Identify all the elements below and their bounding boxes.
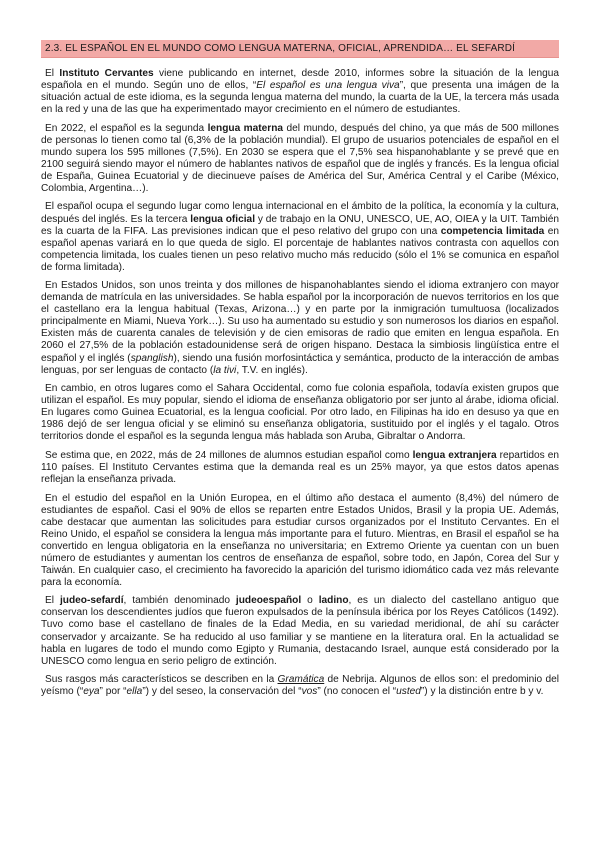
- text-run: Se estima que, en 2022, más de 24 millones de alumnos estudian español como: [45, 449, 413, 461]
- italic-term: eya: [83, 686, 100, 698]
- italic-term: ella: [126, 686, 143, 698]
- text-run: ), siendo una fusión morfosintáctica y semántica, producto de la interacción de ambas lenguas, por ser lenguas de contacto (: [41, 352, 559, 376]
- text-run: , T.V. en inglés).: [236, 364, 308, 376]
- paragraph-2: [41, 123, 559, 195]
- italic-term: vos: [301, 686, 318, 698]
- text-run: , es un dialecto del castellano antiguo que conservan los descendientes judíos que fueron expulsados de la península ibérica por los Reyes Católicos (1492). Tuvo como base el castellano de finales de la Edad Media, en su variedad meridional, de ahí su carácter conservador y arcaizante. Se ha reducido al uso familiar y se mantiene en la literatura oral. En la actualidad se habla en lugares de todo el mundo como Egipto y Rumania, destacando Israel, aunque está considerado por la UNESCO como lengua en serio peligro de extinción.: [41, 595, 559, 667]
- bold-term: Instituto Cervantes: [59, 68, 154, 79]
- paragraph-1: [41, 68, 559, 116]
- document-body: [41, 68, 559, 698]
- paragraph-8: [41, 595, 559, 667]
- paragraph-5: [41, 383, 559, 443]
- paragraph-4: [41, 280, 559, 376]
- text-run: En el estudio del español en la Unión Europea, en el último año destaca el aumento (8,4%) del número de estudiantes de español. Casi el 90% de ellos se reparten entre Estados Unidos, Brasil y la propia UE. Además, cabe destacar que aumentan las solicitudes para estudiar cursos organizados por el Instituto Cervantes. En el Reino Unido, el español se considera la lengua más importante para el futuro. Mientras, en Brasil el español se ha convertido en lengua obligatoria en la enseñanza no universitaria; en Extremo Oriente ya cuentan con un buen número de estudiantes y aumentan los centros de enseñanza de español, sobre todo, en Japón, Corea del Sur y Taiwán. En cualquier caso, el crecimiento ha favorecido la aparición del turismo idiomático cada vez más relevante para la economía.: [41, 492, 559, 588]
- italic-term: usted: [396, 686, 421, 698]
- bold-term: judeoespañol: [235, 595, 302, 607]
- italic-term: Gramática: [277, 674, 325, 686]
- bold-term: lengua extranjera: [412, 449, 497, 461]
- text-run: Sus rasgos más característicos se describen en la: [45, 674, 278, 686]
- paragraph-9: [41, 674, 559, 698]
- text-run: ”) y del seseo, la conservación del “: [142, 686, 302, 698]
- bold-term: ladino: [318, 595, 349, 607]
- paragraph-6: [41, 450, 559, 486]
- bold-term: lengua oficial: [190, 213, 256, 225]
- text-run: ”, que presenta una imágen de la situación actual de este idioma, es la segunda lengua materna del mundo, la cuarta de la UE, la tercera más usada en la red y una de las que ha experimentado mayor crecimiento en el número de estudiantes.: [41, 80, 559, 116]
- text-run: ” (no conocen el “: [317, 686, 397, 698]
- text-run: de Nebrija. Algunos de ellos son: el predominio del yeísmo (“: [41, 674, 559, 698]
- bold-term: lengua materna: [207, 122, 284, 134]
- text-run: del mundo, después del chino, ya que más de 500 millones de personas lo tienen como tal (6,3% de la población mundial). El grupo de usuarios potenciales de español en el mundo supera los 595 millones (7,5%). En 2030 se espera que el 7,5% sea hispanohablante y se prevé que en 2100 seguirá siendo mayor el número de hablantes nativos de español que de inglés y francés. Es la lengua oficial de España, Guinea Ecuatorial y de diecinueve países de América del Sur, América Central y el Caribe (México, Colombia, Argentina…).: [41, 122, 559, 194]
- text-run: repartidos en 110 países. El Instituto Cervantes estima que la demanda real es un 25% mayor, ya que estos datos apenas reflejan la enseñanza privada.: [41, 449, 559, 485]
- italic-term: la tivi: [213, 364, 237, 376]
- text-run: El español ocupa el segundo lugar como lengua internacional en el ámbito de la política, la economía y la cultura, después del inglés. Es la tercera: [41, 201, 559, 225]
- paragraph-3: [41, 201, 559, 273]
- paragraph-7: [41, 493, 559, 589]
- text-run: ”) y la distinción entre b y v.: [420, 686, 544, 698]
- text-run: o: [301, 595, 319, 607]
- text-run: ” por “: [99, 686, 127, 698]
- text-run: viene publicando en internet, desde 2010, informes sobre la situación de la lengua española en el mundo. Según uno de ellos, “: [41, 68, 559, 92]
- section-heading: 2.3. EL ESPAÑOL EN EL MUNDO COMO LENGUA MATERNA, OFICIAL, APRENDIDA… EL SEFARDÍ: [41, 40, 559, 58]
- text-run: y de trabajo en la ONU, UNESCO, UE, AO, OIEA y la UIT. También es la cuarta de la FIFA. Las previsiones indican que el peso relativo del grupo con una: [41, 213, 559, 237]
- text-run: En Estados Unidos, son unos treinta y dos millones de hispanohablantes siendo el idioma extranjero con mayor demanda de matrícula en las universidades. Se habla español por la incorporación de nuevos territorios en los que el castellano era la lengua habitual (Texas, Arizona…) y en parte por la inmigración tumultuosa (localizados principalmente en Miami, Nueva York…). Su uso ha aumentado su estudio y son numerosos los diarios en español. Existen más de cuarenta canales de televisión y de cien emisoras de radio que emiten en lengua española. En 2060 el 27,5% de la población estadounidense será de origen hispano. Destaca la simbiosis lingüística entre el español y el inglés (: [41, 280, 559, 364]
- bold-term: judeo-sefardí: [59, 595, 124, 607]
- italic-term: spanglish: [130, 352, 174, 364]
- text-run: en español apenas variará en lo que queda de siglo. El porcentaje de hablantes nativos contrasta con aquellos con competencia limitada, los cuales tienen un peso relativo mucho más reducido (sólo el 1% se comunica en español de forma limitada).: [41, 225, 559, 273]
- text-run: En 2022, el español es la segunda: [45, 122, 208, 134]
- bold-term: competencia limitada: [440, 225, 545, 237]
- italic-term: El español es una lengua viva: [256, 80, 400, 92]
- text-run: , también denominado: [123, 595, 236, 607]
- text-run: El: [45, 595, 60, 607]
- text-run: En cambio, en otros lugares como el Sahara Occidental, como fue colonia española, todavía existen grupos que utilizan el español. Es muy popular, siendo el idioma de enseñanza obligatorio por ser junto al árabe, idioma oficial. En lugares como Guinea Ecuatorial, es la lengua cooficial. Por otro lado, en Filipinas ha ido en desuso ya que en 1986 dejó de ser lengua oficial y se eliminó su enseñanza obligatoria, sustituido por el inglés y el tagalo. Otros territorios donde el español es la segunda lengua más hablada son Aruba, Gibraltar o Andorra.: [41, 383, 559, 443]
- text-run: El: [45, 68, 60, 79]
